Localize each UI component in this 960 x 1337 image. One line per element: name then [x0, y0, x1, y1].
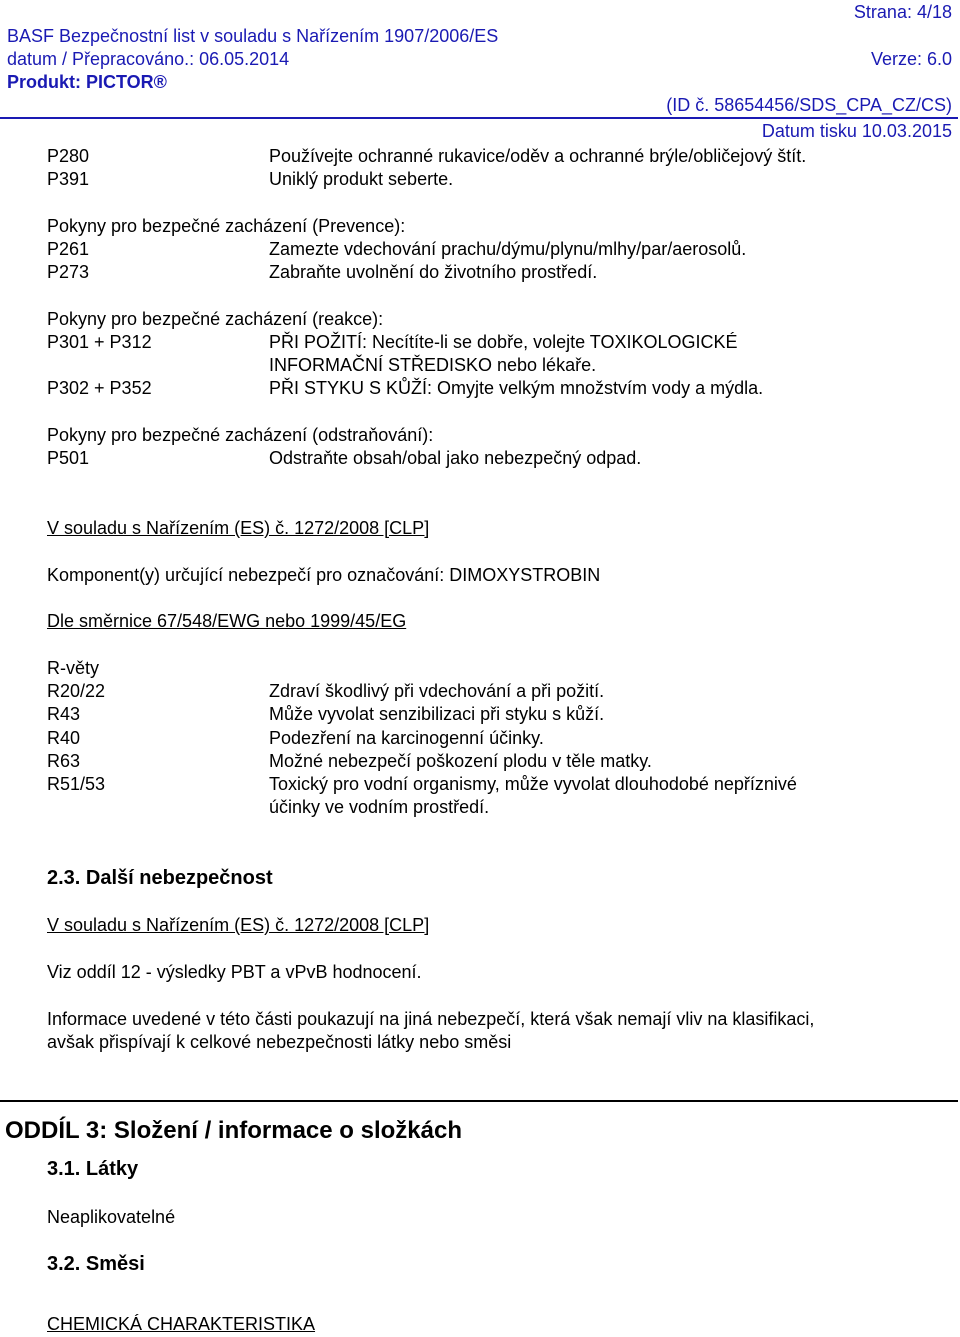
section-divider [0, 1100, 958, 1102]
statement-code: P301 + P312 [47, 332, 152, 352]
version: Verze: 6.0 [870, 49, 952, 69]
statement-text: Uniklý produkt seberte. [269, 169, 454, 189]
pbt-reference: Viz oddíl 12 - výsledky PBT a vPvB hodnocení. [47, 962, 422, 982]
r-phrase-code: R20/22 [47, 681, 106, 701]
statement-code: P501 [47, 448, 90, 468]
statement-text: Zamezte vdechování prachu/dýmu/plynu/mlhy/par/aerosolů. [269, 239, 747, 259]
r-phrases-heading: R-věty [47, 658, 100, 678]
r-phrase-code: R51/53 [47, 774, 106, 794]
r-phrase-text: Může vyvolat senzibilizaci při styku s kůží. [269, 704, 605, 724]
product-name: Produkt: PICTOR® [7, 72, 167, 92]
document-title: BASF Bezpečnostní list v souladu s Nařízením 1907/2006/ES [7, 26, 499, 46]
reaction-heading: Pokyny pro bezpečné zacházení (reakce): [47, 309, 384, 329]
other-hazards-info: Informace uvedené v této části poukazují na jiná nebezpečí, která však nemají vliv na klasifikaci, [47, 1009, 815, 1029]
document-id: (ID č. 58654456/SDS_CPA_CZ/CS) [666, 95, 952, 115]
r-phrase-code: R63 [47, 751, 81, 771]
statement-code: P280 [47, 146, 90, 166]
prevention-heading: Pokyny pro bezpečné zacházení (Prevence): [47, 216, 406, 236]
mixtures-heading: 3.2. Směsi [47, 1253, 145, 1275]
substances-heading: 3.1. Látky [47, 1158, 139, 1180]
statement-code: P273 [47, 262, 90, 282]
statement-code: P302 + P352 [47, 378, 152, 398]
other-hazards-info-continued: avšak přispívají k celkové nebezpečnosti látky nebo směsi [47, 1032, 512, 1052]
r-phrase-text-continued: účinky ve vodním prostředí. [269, 797, 490, 817]
r-phrase-code: R43 [47, 704, 81, 724]
statement-text-continued: INFORMAČNÍ STŘEDISKO nebo lékaře. [269, 355, 597, 375]
r-phrase-code: R40 [47, 728, 81, 748]
statement-code: P391 [47, 169, 90, 189]
header-divider [0, 117, 958, 119]
statement-text: Používejte ochranné rukavice/oděv a ochranné brýle/obličejový štít. [269, 146, 807, 166]
statement-text: PŘI STYKU S KŮŽÍ: Omyjte velkým množstvím vody a mýdla. [269, 378, 764, 398]
disposal-heading: Pokyny pro bezpečné zacházení (odstraňování): [47, 425, 434, 445]
directive-heading: Dle směrnice 67/548/EWG nebo 1999/45/EG [47, 611, 407, 631]
section-3-heading: ODDÍL 3: Složení / informace o složkách [5, 1117, 462, 1144]
page-number: Strana: 4/18 [853, 2, 952, 22]
statement-text: Zabraňte uvolnění do životního prostředí. [269, 262, 598, 282]
clp-regulation-heading: V souladu s Nařízením (ES) č. 1272/2008 [CLP] [47, 518, 430, 538]
clp-regulation-heading-2: V souladu s Nařízením (ES) č. 1272/2008 [CLP] [47, 915, 430, 935]
statement-text: PŘI POŽITÍ: Necítíte-li se dobře, volejte TOXIKOLOGICKÉ [269, 332, 738, 352]
statement-text: Odstraňte obsah/obal jako nebezpečný odpad. [269, 448, 642, 468]
other-hazards-heading: 2.3. Další nebezpečnost [47, 867, 273, 889]
r-phrase-text: Podezření na karcinogenní účinky. [269, 728, 544, 748]
chemical-characteristics-heading: CHEMICKÁ CHARAKTERISTIKA [47, 1314, 316, 1334]
hazard-components: Komponent(y) určující nebezpečí pro označování: DIMOXYSTROBIN [47, 565, 601, 585]
r-phrase-text: Možné nebezpečí poškození plodu v těle matky. [269, 751, 652, 771]
r-phrase-text: Toxický pro vodní organismy, může vyvolat dlouhodobé nepříznivé [269, 774, 797, 794]
statement-code: P261 [47, 239, 90, 259]
substances-text: Neaplikovatelné [47, 1207, 176, 1227]
r-phrase-text: Zdraví škodlivý při vdechování a při požití. [269, 681, 605, 701]
revision-date: datum / Přepracováno.: 06.05.2014 [7, 49, 290, 69]
print-date: Datum tisku 10.03.2015 [761, 121, 952, 141]
